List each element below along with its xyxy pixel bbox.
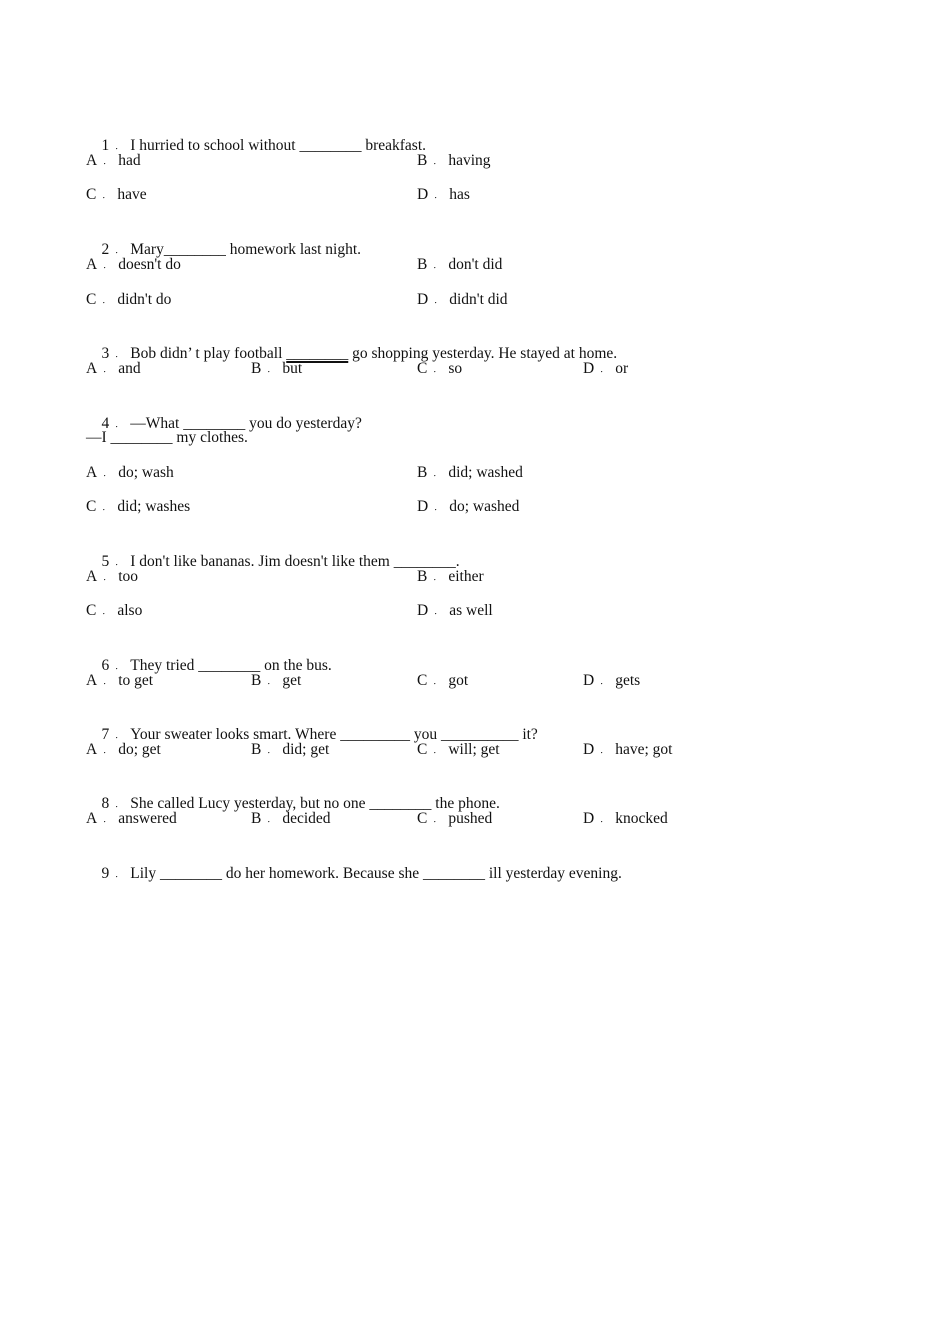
option-text: have; got <box>615 741 673 758</box>
question-stem: Your sweater looks smart. Where _________ you __________ it? <box>130 726 538 743</box>
option-text: knocked <box>615 810 668 827</box>
question-number: 7 <box>101 726 110 743</box>
option-text: either <box>448 568 484 585</box>
option-c[interactable]: C ． have <box>86 186 147 203</box>
separator: ． <box>115 869 125 880</box>
question-stem: I don't like bananas. Jim doesn't like them ________. <box>130 553 460 570</box>
separator: ． <box>115 349 125 360</box>
option-text: don't did <box>448 256 503 273</box>
option-d[interactable]: D ． as well <box>417 602 493 619</box>
option-text: did; washed <box>448 464 523 481</box>
option-a[interactable]: A ． to get <box>86 672 154 689</box>
option-c[interactable]: C ． will; get <box>417 741 500 758</box>
question-number: 3 <box>101 345 110 362</box>
question-number: 1 <box>101 137 110 154</box>
option-text: get <box>282 672 302 689</box>
separator: ． <box>115 557 125 568</box>
option-d[interactable]: D ． gets <box>583 672 641 689</box>
option-c[interactable]: C ． didn't do <box>86 291 172 308</box>
question-3 <box>86 324 617 384</box>
question-4-line-2: —I ________ my clothes. <box>86 429 248 446</box>
question-number: 6 <box>101 657 110 674</box>
option-d[interactable]: D ． didn't did <box>417 291 508 308</box>
answer-blank: ________ <box>286 345 349 362</box>
option-a[interactable]: A ． do; get <box>86 741 161 758</box>
option-text: have <box>117 186 147 203</box>
option-text: has <box>449 186 470 203</box>
option-text: didn't did <box>449 291 508 308</box>
option-text: as well <box>449 602 493 619</box>
option-b[interactable]: B ． did; get <box>251 741 330 758</box>
separator: ． <box>115 245 125 256</box>
option-text: and <box>118 360 141 377</box>
option-text: did; washes <box>117 498 191 515</box>
option-a[interactable]: A ． had <box>86 152 141 169</box>
question-9 <box>86 844 622 904</box>
option-text: will; get <box>448 741 500 758</box>
option-text: or <box>615 360 629 377</box>
option-a[interactable]: A ． and <box>86 360 141 377</box>
option-text: do; wash <box>118 464 174 481</box>
question-number: 5 <box>101 553 110 570</box>
option-text: did; get <box>282 741 330 758</box>
option-text: had <box>118 152 141 169</box>
question-stem: I hurried to school without ________ breakfast. <box>130 137 426 154</box>
question-stem: She called Lucy yesterday, but no one ________ the phone. <box>130 795 500 812</box>
option-b[interactable]: B ． having <box>417 152 491 169</box>
separator: ． <box>115 141 125 152</box>
option-b[interactable]: B ． don't did <box>417 256 503 273</box>
option-text: also <box>117 602 143 619</box>
option-a[interactable]: A ． do; wash <box>86 464 174 481</box>
option-text: do; washed <box>449 498 520 515</box>
question-stem: They tried ________ on the bus. <box>130 657 332 674</box>
separator: ． <box>115 661 125 672</box>
option-text: pushed <box>448 810 493 827</box>
option-d[interactable]: D ． knocked <box>583 810 668 827</box>
question-stem-before: Bob didn’ t play football <box>130 345 287 362</box>
option-text: having <box>448 152 491 169</box>
question-number: 8 <box>101 795 110 812</box>
option-b[interactable]: B ． decided <box>251 810 331 827</box>
option-d[interactable]: D ． or <box>583 360 629 377</box>
option-b[interactable]: B ． but <box>251 360 303 377</box>
option-b[interactable]: B ． either <box>417 568 484 585</box>
option-text: to get <box>118 672 154 689</box>
question-5 <box>86 532 460 592</box>
option-text: but <box>282 360 303 377</box>
question-stem: Mary________ homework last night. <box>130 241 362 258</box>
option-c[interactable]: C ． also <box>86 602 143 619</box>
option-text: do; get <box>118 741 161 758</box>
option-a[interactable]: A ． doesn't do <box>86 256 181 273</box>
option-d[interactable]: D ． have; got <box>583 741 673 758</box>
question-number: 2 <box>101 241 110 258</box>
option-d[interactable]: D ． do; washed <box>417 498 520 515</box>
separator: ． <box>115 730 125 741</box>
option-d[interactable]: D ． has <box>417 186 470 203</box>
option-c[interactable]: C ． pushed <box>417 810 493 827</box>
option-text: answered <box>118 810 177 827</box>
option-a[interactable]: A ． too <box>86 568 139 585</box>
option-a[interactable]: A ． answered <box>86 810 177 827</box>
separator: ． <box>115 799 125 810</box>
option-c[interactable]: C ． so <box>417 360 463 377</box>
option-b[interactable]: B ． did; washed <box>417 464 523 481</box>
question-number: 9 <box>101 865 110 882</box>
option-text: got <box>448 672 469 689</box>
question-number: 4 <box>101 415 110 432</box>
question-stem: Lily ________ do her homework. Because she ________ ill yesterday evening. <box>130 865 622 882</box>
option-text: decided <box>282 810 331 827</box>
separator: ． <box>115 419 125 430</box>
option-b[interactable]: B ． get <box>251 672 302 689</box>
option-c[interactable]: C ． got <box>417 672 469 689</box>
option-text: doesn't do <box>118 256 181 273</box>
option-text: too <box>118 568 139 585</box>
option-c[interactable]: C ． did; washes <box>86 498 191 515</box>
option-text: so <box>448 360 463 377</box>
option-text: gets <box>615 672 641 689</box>
question-stem: —What ________ you do yesterday? <box>130 415 362 432</box>
question-stem-after: go shopping yesterday. He stayed at home. <box>348 345 618 362</box>
option-text: didn't do <box>117 291 172 308</box>
